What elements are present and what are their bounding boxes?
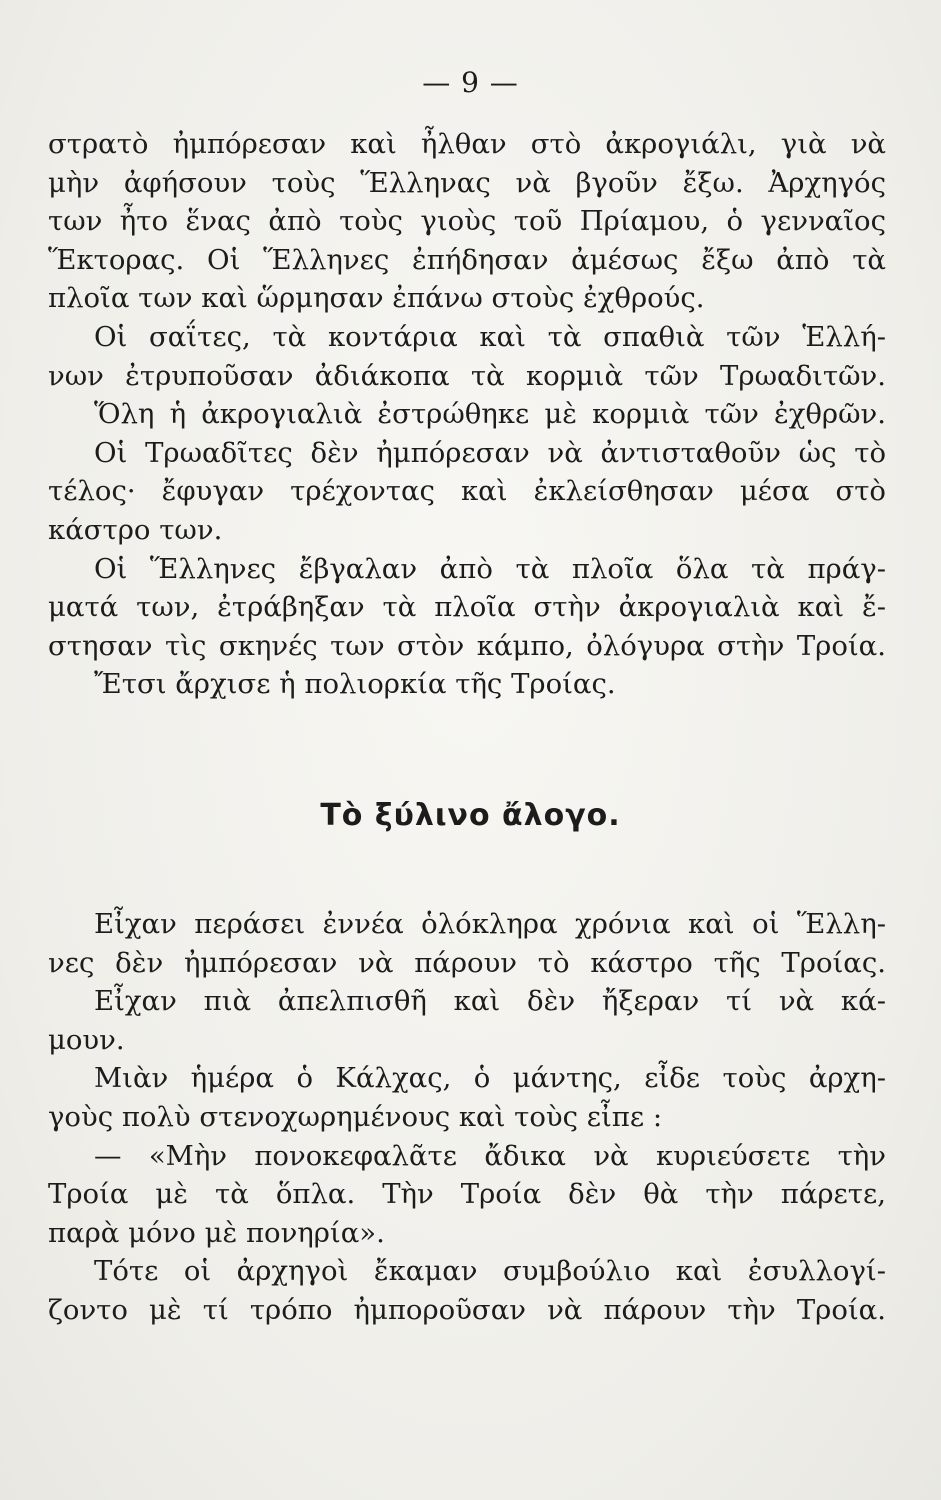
text-block-lower [48,905,886,1330]
text-line: Ἔτσι ἄρχισε ἡ πολιορκία τῆς Τροίας. [94,668,616,701]
text-line: μουν. [48,1023,125,1056]
text-line: ματά των, ἐτράβηξαν τὰ πλοῖα στὴν ἀκρογιαλιὰ καὶ ἔ- [48,591,886,624]
text-line: Ὅλη ἡ ἀκρογιαλιὰ ἐστρώθηκε μὲ κορμιὰ τῶν ἐχθρῶν. [94,398,886,431]
text-line: κάστρο των. [48,513,223,546]
text-line: Οἱ Τρωαδῖτες δὲν ἠμπόρεσαν νὰ ἀντισταθοῦν ὡς τὸ [94,436,886,469]
text-line: των ἦτο ἕνας ἀπὸ τοὺς γιοὺς τοῦ Πρίαμου, ὁ γενναῖος [48,205,886,238]
text-line: Οἱ σαΐτες, τὰ κοντάρια καὶ τὰ σπαθιὰ τῶν Ἑλλή- [94,320,886,353]
text-line: — «Μὴν πονοκεφαλᾶτε ἄδικα νὰ κυριεύσετε τὴν [94,1139,886,1172]
text-line: πλοῖα των καὶ ὥρμησαν ἐπάνω στοὺς ἐχθρούς. [48,282,705,315]
text-line: Τότε οἱ ἀρχηγοὶ ἔκαμαν συμβούλιο καὶ ἐσυλλογί- [94,1255,886,1288]
text-line: νων ἐτρυποῦσαν ἀδιάκοπα τὰ κορμιὰ τῶν Τρωαδιτῶν. [48,359,886,392]
text-line: ζοντο μὲ τί τρόπο ἠμποροῦσαν νὰ πάρουν τὴν Τροία. [48,1293,886,1326]
text-line: γοὺς πολὺ στενοχωρημένους καὶ τοὺς εἶπε : [48,1100,663,1133]
text-line: Εἶχαν περάσει ἐννέα ὁλόκληρα χρόνια καὶ οἱ Ἕλλη- [94,908,886,940]
text-line: στησαν τὶς σκηνές των στὸν κάμπο, ὀλόγυρα στὴν Τροία. [48,629,886,662]
text-block-upper [48,125,886,704]
text-line: Εἶχαν πιὰ ἀπελπισθῆ καὶ δὲν ἤξεραν τί νὰ κά- [94,985,886,1018]
text-line: στρατὸ ἠμπόρεσαν καὶ ἦλθαν στὸ ἀκρογιάλι, γιὰ νὰ [48,128,886,160]
text-line: Οἱ Ἕλληνες ἔβγαλαν ἀπὸ τὰ πλοῖα ὅλα τὰ πράγ- [94,552,886,585]
text-line: Μιὰν ἡμέρα ὁ Κάλχας, ὁ μάντης, εἶδε τοὺς ἀρχη- [94,1062,886,1095]
text-line: τέλος· ἔφυγαν τρέχοντας καὶ ἐκλείσθησαν μέσα στὸ [48,475,886,508]
text-line: Τροία μὲ τὰ ὅπλα. Τὴν Τροία δὲν θὰ τὴν πάρετε, [48,1178,886,1211]
text-line: νες δὲν ἠμπόρεσαν νὰ πάρουν τὸ κάστρο τῆς Τροίας. [48,946,886,979]
text-line: παρὰ μόνο μὲ πονηρία». [48,1216,385,1249]
section-heading: Τὸ ξύλινο ἄλογο. [320,798,621,833]
text-line: μὴν ἀφήσουν τοὺς Ἕλληνας νὰ βγοῦν ἔξω. Ἀρχηγός [48,166,886,199]
text-line: Ἕκτορας. Οἱ Ἕλληνες ἐπήδησαν ἀμέσως ἔξω ἀπὸ τὰ [48,243,886,276]
page-number: — 9 — [422,66,519,99]
